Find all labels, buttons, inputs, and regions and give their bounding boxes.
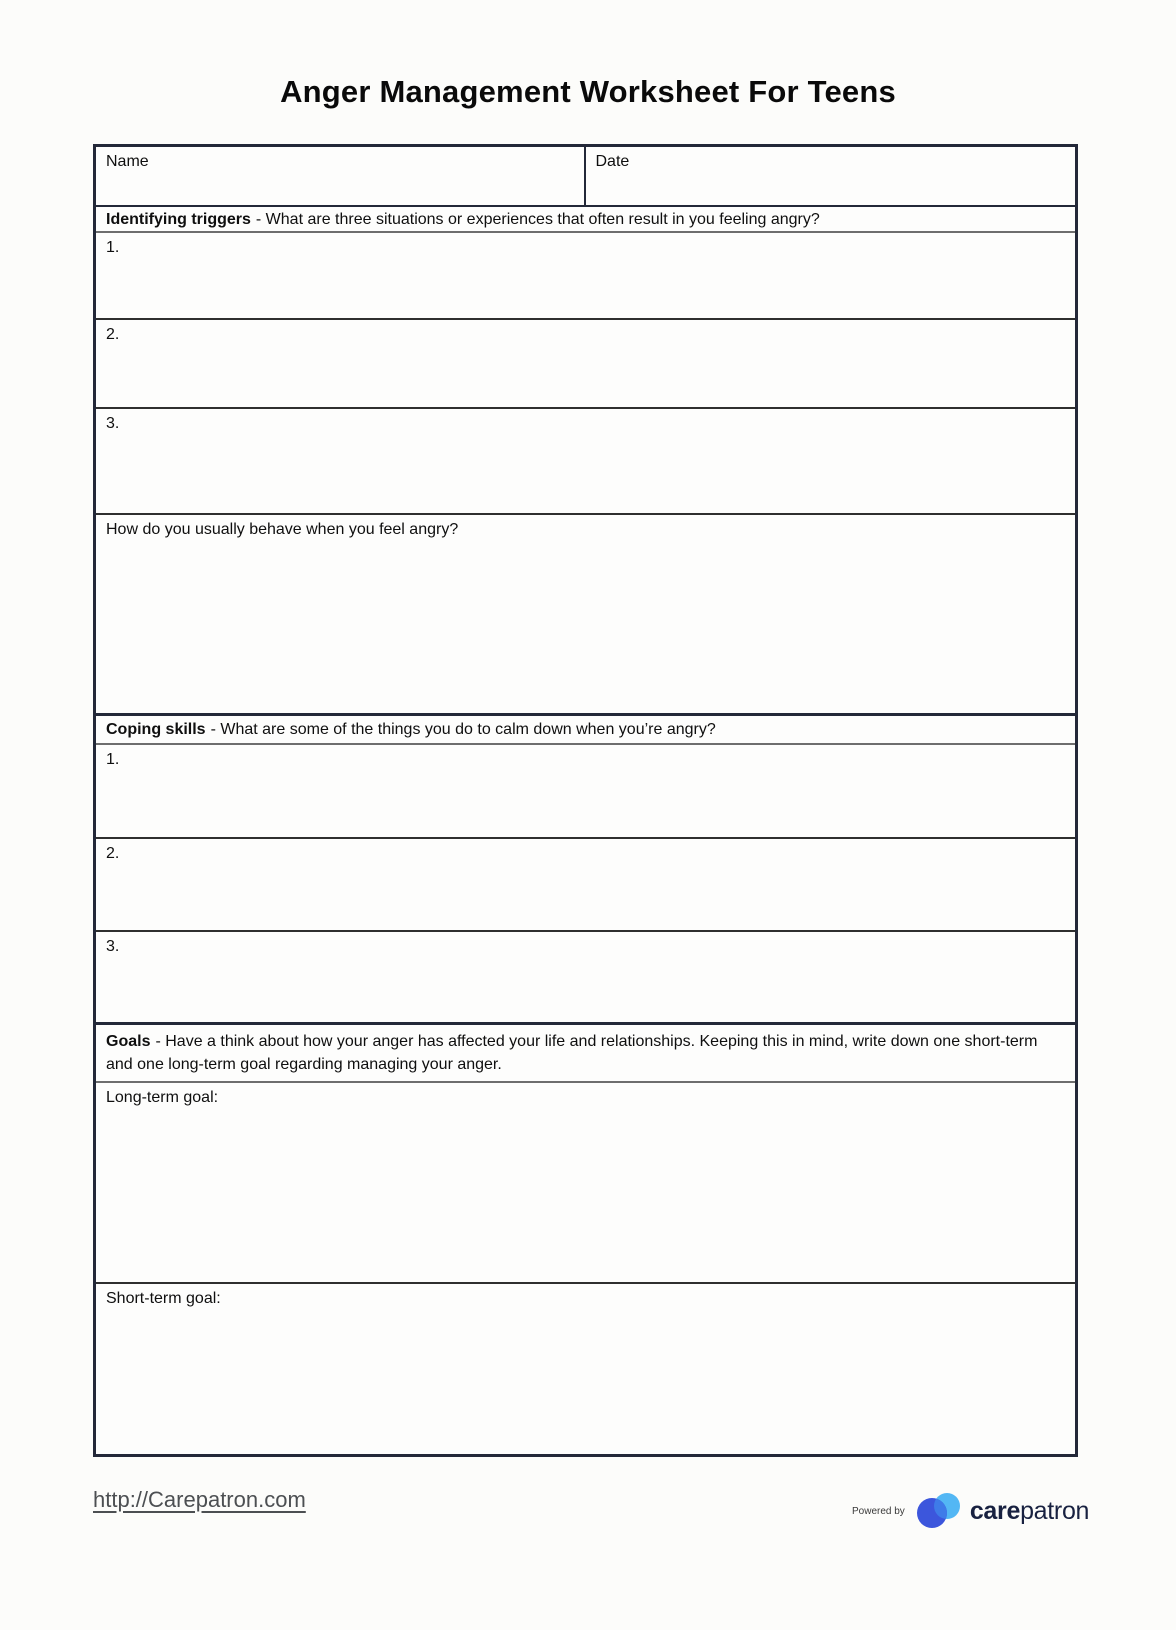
brand-word-care: care (969, 1496, 1021, 1525)
short-term-goal-label: Short-term goal: (106, 1290, 221, 1307)
triggers-heading: Identifying triggers (106, 211, 251, 228)
worksheet-form (93, 144, 1078, 1457)
carepatron-logo-icon (917, 1492, 963, 1530)
date-label: Date (595, 153, 630, 170)
name-date-row (96, 147, 1075, 205)
brand-wordmark (970, 1497, 1089, 1526)
coping-section-header (96, 713, 1075, 745)
goals-section-header (96, 1022, 1075, 1083)
coping-item-2-label: 2. (106, 845, 120, 862)
powered-by-label: Powered by (852, 1505, 905, 1517)
coping-answer-1[interactable] (96, 745, 1075, 837)
triggers-answer-2[interactable] (96, 318, 1075, 407)
triggers-answer-3[interactable] (96, 407, 1075, 513)
date-field[interactable] (586, 147, 1076, 205)
short-term-goal-box[interactable] (96, 1282, 1075, 1454)
behavior-answer-box[interactable] (96, 513, 1075, 713)
carepatron-link[interactable]: http://Carepatron.com (93, 1487, 306, 1512)
coping-answer-2[interactable] (96, 837, 1075, 930)
behavior-question: How do you usually behave when you feel angry? (106, 521, 459, 538)
coping-item-1-label: 1. (106, 751, 120, 768)
name-field[interactable] (96, 147, 586, 205)
triggers-item-2-label: 2. (106, 326, 120, 343)
coping-answer-3[interactable] (96, 930, 1075, 1022)
coping-item-3-label: 3. (106, 938, 120, 955)
brand-word-patron: patron (1020, 1496, 1090, 1525)
coping-heading: Coping skills (106, 721, 206, 738)
goals-question: - Have a think about how your anger has affected your life and relationships. Keeping this in mind, write down one short-term and one long-term goal regarding managing your anger. (106, 1033, 1038, 1073)
goals-heading: Goals (106, 1033, 151, 1050)
name-label: Name (106, 153, 149, 170)
triggers-item-1-label: 1. (106, 239, 120, 256)
long-term-goal-box[interactable] (96, 1083, 1075, 1282)
triggers-answer-1[interactable] (96, 233, 1075, 318)
long-term-goal-label: Long-term goal: (106, 1089, 219, 1106)
brand-cluster (852, 1492, 1089, 1530)
page-title: Anger Management Worksheet For Teens (280, 74, 896, 109)
coping-question: - What are some of the things you do to calm down when you’re angry? (210, 721, 716, 738)
triggers-section-header (96, 205, 1075, 233)
triggers-question: - What are three situations or experiences that often result in you feeling angry? (255, 211, 820, 228)
triggers-item-3-label: 3. (106, 415, 120, 432)
